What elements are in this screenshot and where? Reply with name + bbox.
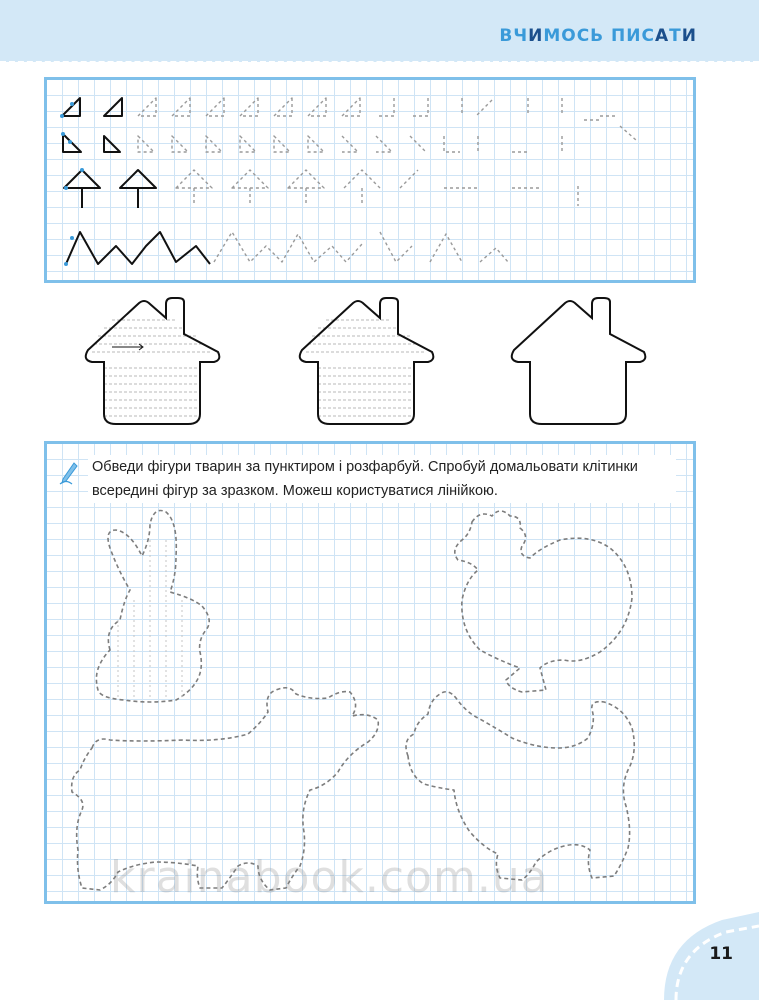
watermark: krainabook.com.ua (110, 852, 549, 903)
title-part: Т (669, 26, 682, 46)
title-part: И (528, 26, 544, 46)
title-part: А (654, 26, 670, 46)
page-number: 11 (709, 944, 733, 964)
title-part: И (681, 26, 697, 46)
title-part: ВЧ (499, 26, 529, 46)
instruction-text: Обведи фігури тварин за пунктиром і розфарбуй. Спробуй домальовати клітинки всередині фігур за зразком. Можеш користуватися лінійкою. (88, 455, 676, 503)
title-part: МОСЬ ПИС (543, 26, 655, 46)
